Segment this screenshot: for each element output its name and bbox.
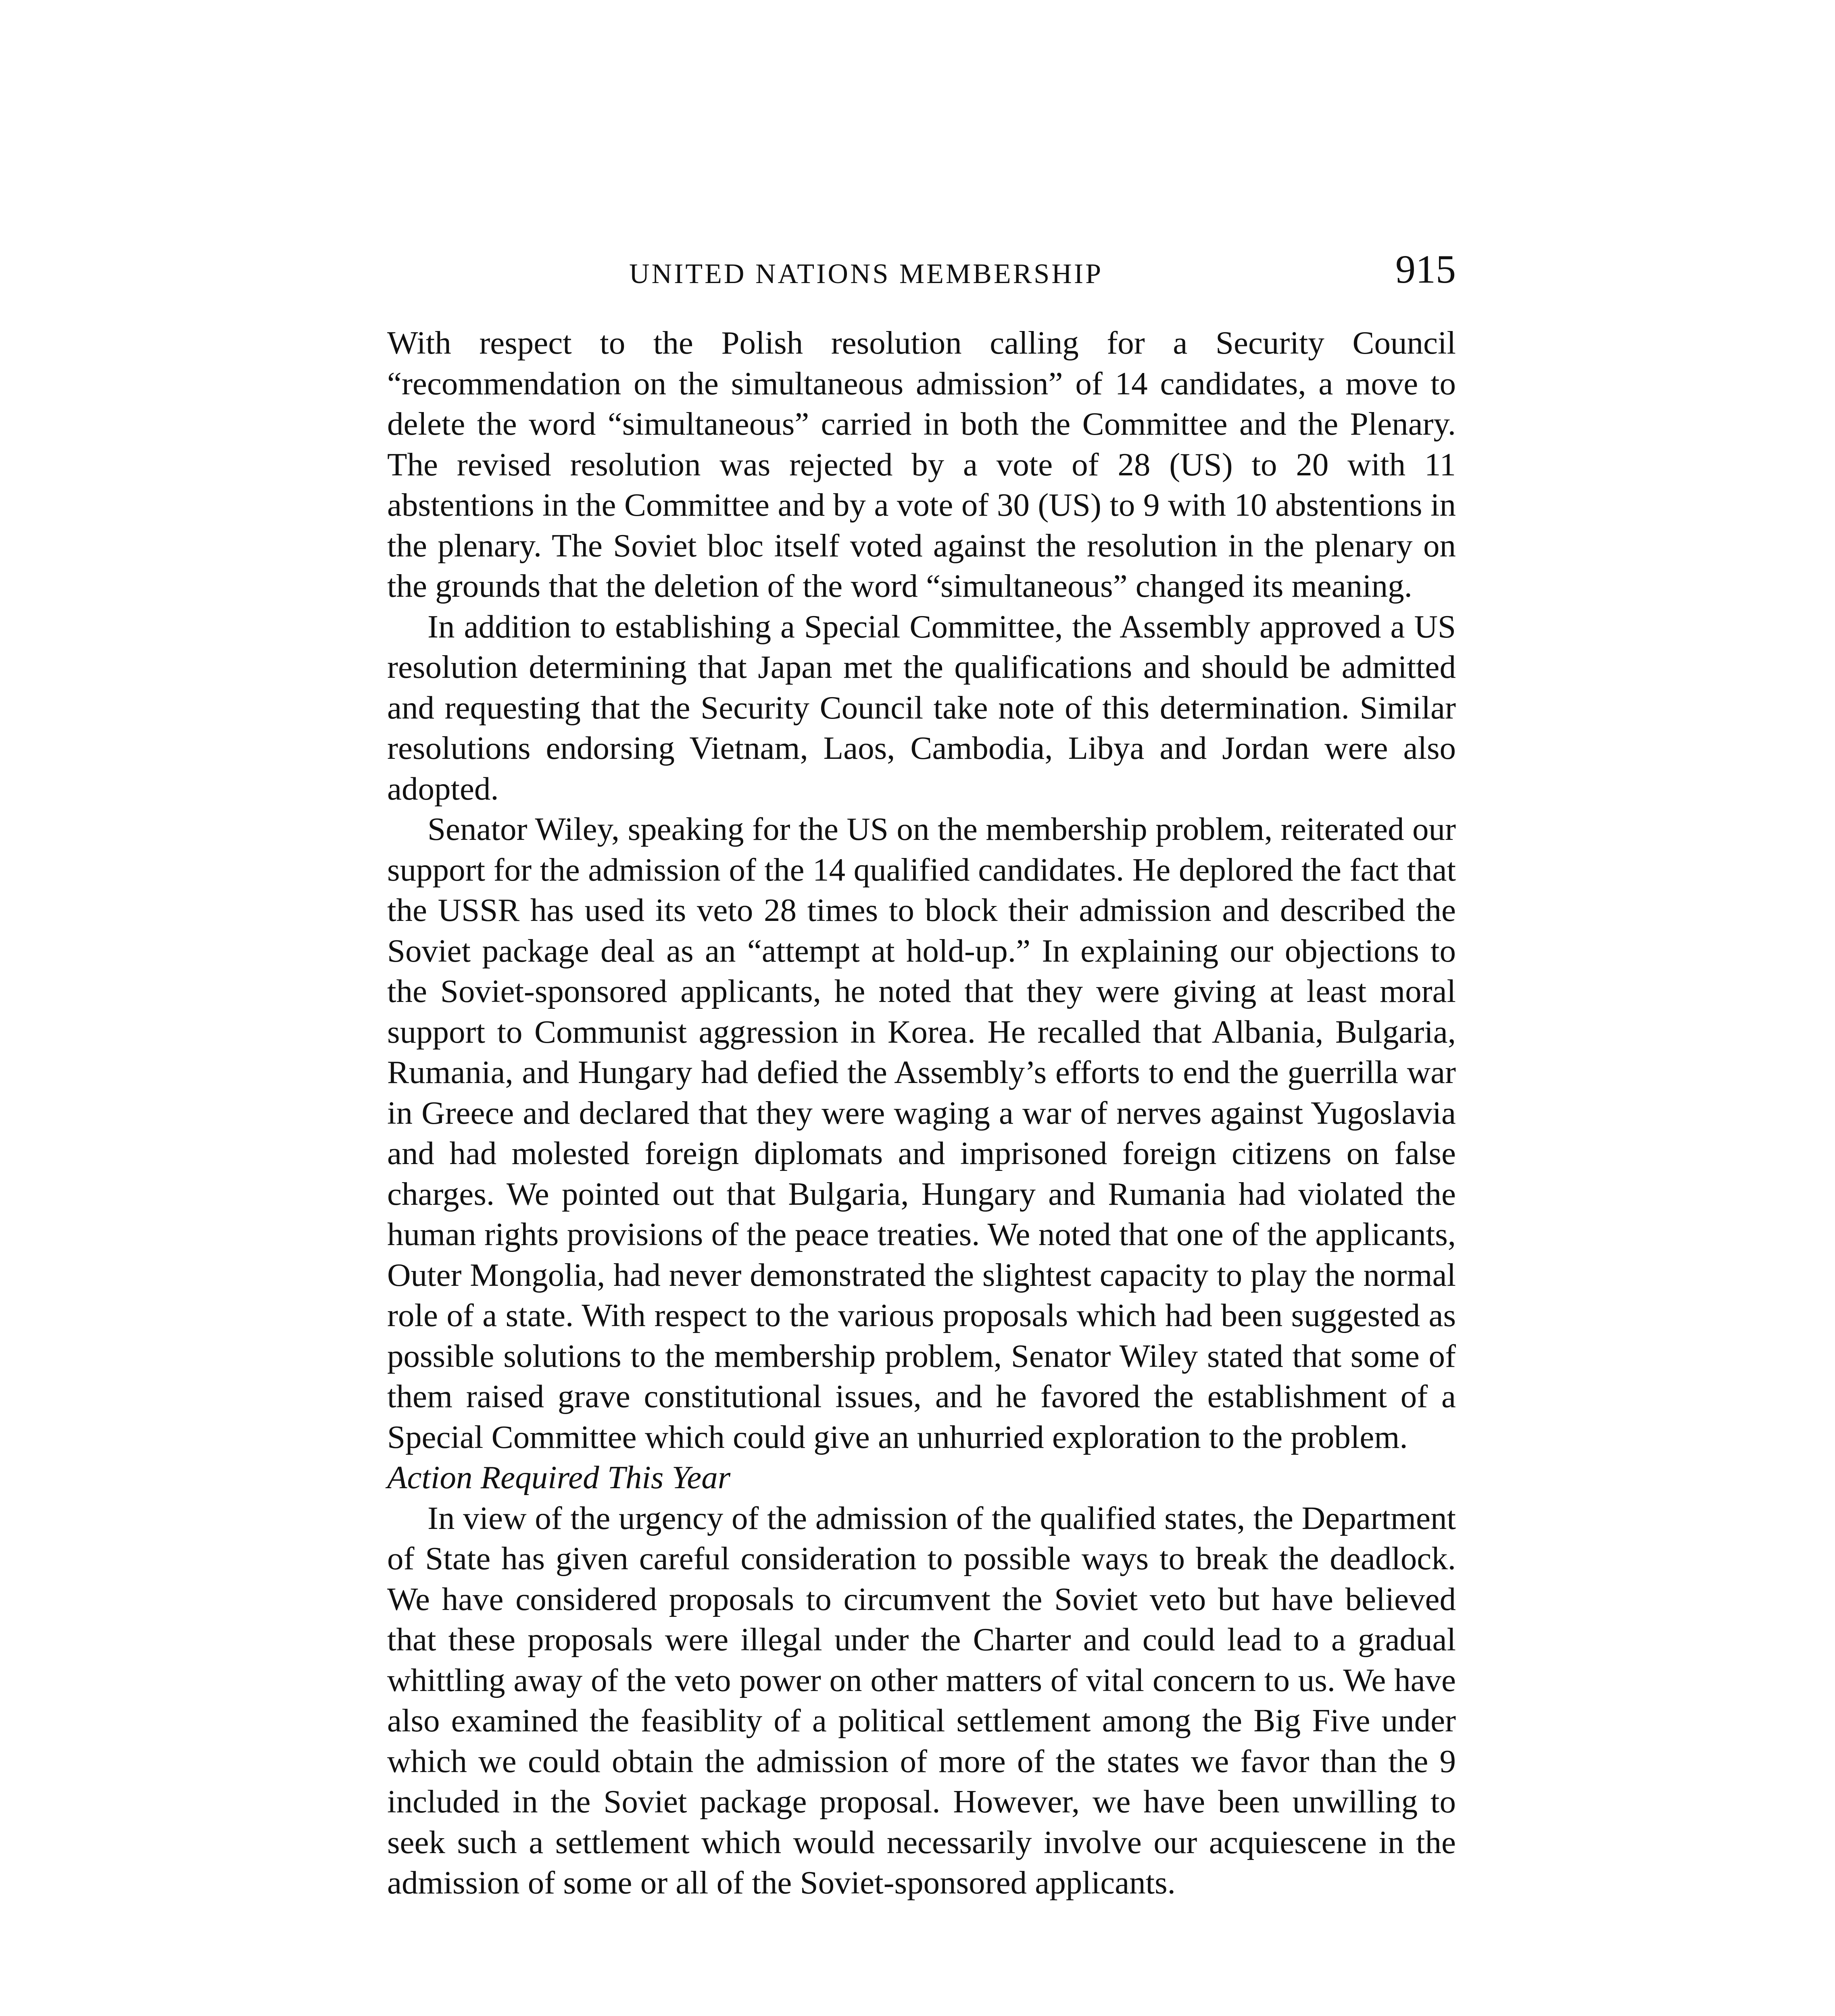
running-head xyxy=(387,246,1456,302)
body-text xyxy=(387,323,1456,1903)
paragraph-senator-wiley: Senator Wiley, speaking for the US on the membership problem, reiterated our support for the admission of the 14 qualified candidates. He deplored the fact that the USSR has used its veto 28 times to block their admission and described the Soviet package deal as an “attempt at hold-up.” In explaining our objections to the Soviet-sponsored applicants, he noted that they were giving at least moral support to Communist aggression in Korea. He recalled that Albania, Bulgaria, Rumania, and Hungary had defied the Assembly’s efforts to end the guerrilla war in Greece and declared that they were waging a war of nerves against Yugoslavia and had molested foreign diplomats and imprisoned foreign citizens on false charges. We pointed out that Bulgaria, Hungary and Rumania had violated the human rights provisions of the peace treaties. We noted that one of the applicants, Outer Mongolia, had never demonstrated the slightest capacity to play the normal role of a state. With respect to the various proposals which had been suggested as possible solutions to the membership problem, Senator Wiley stated that some of them raised grave constitutional issues, and he favored the establishment of a Special Committee which could give an unhurried exploration to the problem. xyxy=(387,811,1456,1455)
running-title: UNITED NATIONS MEMBERSHIP xyxy=(629,258,1103,289)
paragraph-polish-resolution: With respect to the Polish resolution calling for a Security Council “recommendation on the simultaneous admission” of 14 candidates, a move to delete the word “simultaneous” carried in both the Committee and the Plenary. The revised resolution was rejected by a vote of 28 (US) to 20 with 11 abstentions in the Committee and by a vote of 30 (US) to 9 with 10 abstentions in the plenary. The Soviet bloc itself voted against the resolution in the plenary on the grounds that the deletion of the word “simultaneous” changed its meaning. xyxy=(387,325,1456,604)
page-number: 915 xyxy=(1395,247,1456,292)
paragraph-action-required: In view of the urgency of the admission of the qualified states, the Department of State has given careful consideration to possible ways to break the deadlock. We have considered proposals to circumvent the Soviet veto but have believed that these proposals were illegal under the Charter and could lead to a gradual whittling away of the veto power on other matters of vital concern to us. We have also examined the feasiblity of a political settlement among the Big Five under which we could obtain the admission of more of the states we favor than the 9 included in the Soviet package proposal. However, we have been unwilling to seek such a settlement which would necessarily involve our acquiescene in the admission of some or all of the Soviet-sponsored applicants. xyxy=(387,1500,1456,1901)
paragraph-special-committee: In addition to establishing a Special Committee, the Assembly approved a US resolution determining that Japan met the qualifications and should be admitted and requesting that the Security Council take note of this determination. Similar resolutions endorsing Vietnam, Laos, Cambodia, Libya and Jordan were also adopted. xyxy=(387,608,1456,807)
section-heading: Action Required This Year xyxy=(387,1459,731,1495)
